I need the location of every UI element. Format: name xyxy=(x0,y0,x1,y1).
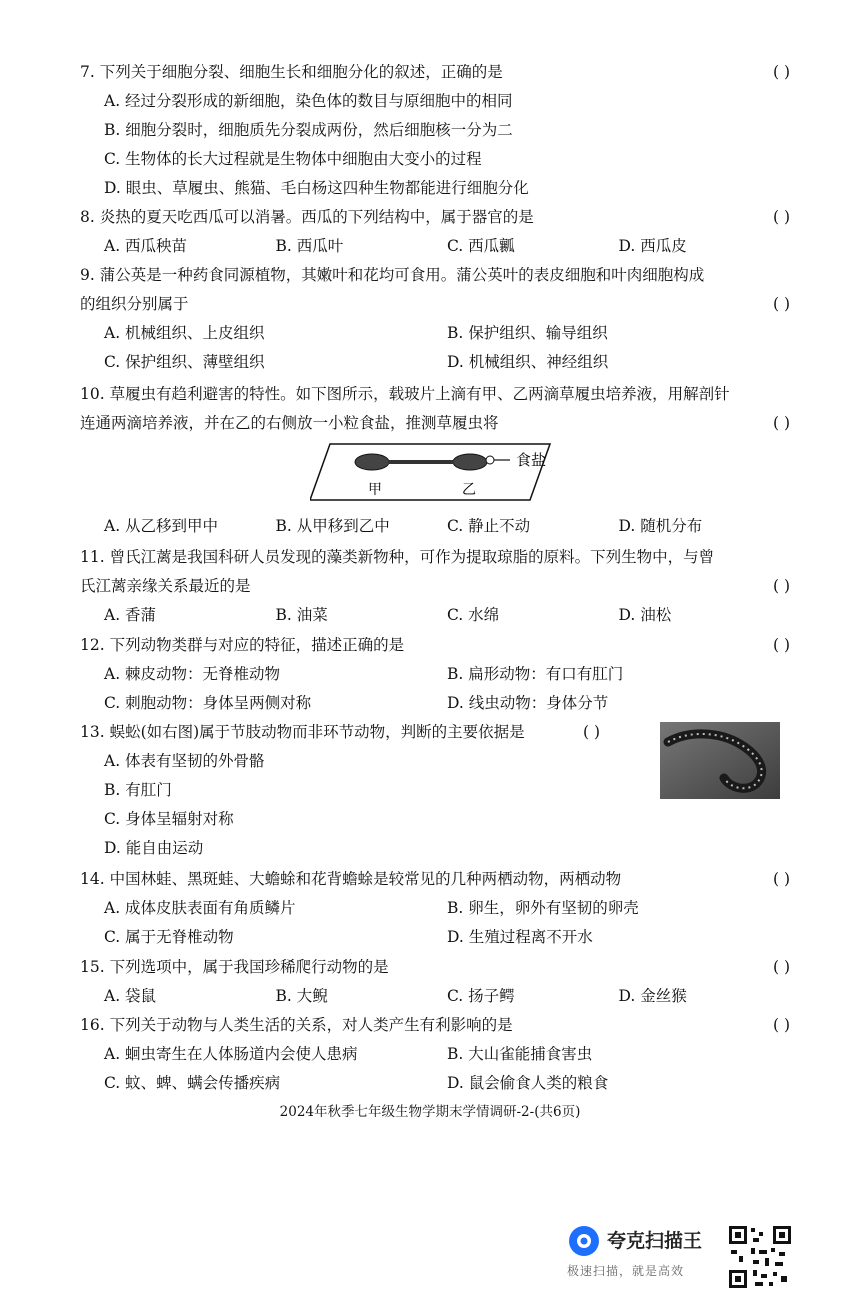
option-c: C. 身体呈辐射对称 xyxy=(104,810,234,828)
option-d: D. 眼虫、草履虫、熊猫、毛白杨这四种生物都能进行细胞分化 xyxy=(104,179,529,197)
drop-yi xyxy=(453,454,487,470)
question-stem: 16. 下列关于动物与人类生活的关系，对人类产生有利影响的是 xyxy=(80,1016,513,1034)
question-stem: 10. 草履虫有趋利避害的特性。如下图所示，载玻片上滴有甲、乙两滴草履虫培养液，用解剖针 xyxy=(80,385,730,403)
answer-bracket: ( ) xyxy=(772,208,790,226)
question-11 xyxy=(80,543,790,630)
option-c: C. 生物体的长大过程就是生物体中细胞由大变小的过程 xyxy=(104,150,482,168)
answer-bracket: ( ) xyxy=(772,870,790,888)
option-a: A. 棘皮动物：无脊椎动物 xyxy=(104,665,281,683)
scanner-watermark xyxy=(565,1222,805,1292)
option-b: B. 大山雀能捕食害虫 xyxy=(447,1045,593,1063)
question-8 xyxy=(80,203,790,261)
option-c: C. 蚊、蜱、螨会传播疾病 xyxy=(104,1074,281,1092)
drop-jia xyxy=(355,454,389,470)
question-10 xyxy=(80,380,790,438)
option-c: C. 西瓜瓤 xyxy=(447,237,515,255)
question-stem: 7. 下列关于细胞分裂、细胞生长和细胞分化的叙述，正确的是 xyxy=(80,63,503,81)
option-d: D. 西瓜皮 xyxy=(618,237,687,255)
option-c: C. 属于无脊椎动物 xyxy=(104,928,234,946)
answer-bracket: ( ) xyxy=(772,295,790,313)
option-a: A. 蛔虫寄生在人体肠道内会使人患病 xyxy=(104,1045,358,1063)
option-c: C. 扬子鳄 xyxy=(447,987,515,1005)
centipede-photo xyxy=(660,722,780,799)
option-a: A. 西瓜秧苗 xyxy=(104,237,188,255)
option-d: D. 能自由运动 xyxy=(104,839,204,857)
question-stem: 9. 蒲公英是一种药食同源植物，其嫩叶和花均可食用。蒲公英叶的表皮细胞和叶肉细胞构成 xyxy=(80,266,705,284)
option-b: B. 大鲵 xyxy=(275,987,328,1005)
option-c: C. 水绵 xyxy=(447,606,500,624)
option-d: D. 机械组织、神经组织 xyxy=(447,353,609,371)
option-b: B. 有肛门 xyxy=(104,781,172,799)
paramecium-slide-diagram xyxy=(310,440,610,504)
option-b: B. 保护组织、输导组织 xyxy=(447,324,608,342)
option-d: D. 随机分布 xyxy=(618,517,703,535)
option-d: D. 油松 xyxy=(618,606,672,624)
answer-bracket: ( ) xyxy=(772,577,790,595)
question-stem: 11. 曾氏江蓠是我国科研人员发现的藻类新物种，可作为提取琼脂的原料。下列生物中，与曾 xyxy=(80,548,715,566)
option-d: D. 鼠会偷食人类的粮食 xyxy=(447,1074,609,1092)
question-7 xyxy=(80,58,790,203)
qr-code-icon xyxy=(727,1224,793,1290)
question-stem: 14. 中国林蛙、黑斑蛙、大蟾蜍和花背蟾蜍是较常见的几种两栖动物，两栖动物 xyxy=(80,870,622,888)
option-a: A. 体表有坚韧的外骨骼 xyxy=(104,752,265,770)
connecting-channel xyxy=(388,460,454,464)
option-a: A. 袋鼠 xyxy=(104,987,157,1005)
option-a: A. 机械组织、上皮组织 xyxy=(104,324,265,342)
watermark-brand: 夸克扫描王 xyxy=(607,1230,703,1252)
option-a: A. 香蒲 xyxy=(104,606,157,624)
option-b: B. 从甲移到乙中 xyxy=(275,517,390,535)
question-14 xyxy=(80,865,790,952)
question-stem: 12. 下列动物类群与对应的特征，描述正确的是 xyxy=(80,636,405,654)
question-16 xyxy=(80,1011,790,1098)
answer-bracket: ( ) xyxy=(772,958,790,976)
option-a: A. 成体皮肤表面有角质鳞片 xyxy=(104,899,296,917)
question-stem-cont: 氏江蓠亲缘关系最近的是 xyxy=(80,577,251,595)
question-stem-cont: 的组织分别属于 xyxy=(80,295,189,313)
answer-bracket: ( ) xyxy=(772,63,790,81)
label-jia: 甲 xyxy=(368,482,382,498)
option-a: A. 从乙移到甲中 xyxy=(104,517,219,535)
option-b: B. 扁形动物：有口有肛门 xyxy=(447,665,624,683)
glass-slide xyxy=(310,444,550,500)
label-yi: 乙 xyxy=(462,482,476,498)
question-13 xyxy=(80,718,600,863)
answer-bracket: ( ) xyxy=(772,1016,790,1034)
option-d: D. 生殖过程离不开水 xyxy=(447,928,593,946)
question-15 xyxy=(80,953,790,1011)
option-b: B. 油菜 xyxy=(275,606,328,624)
answer-bracket: ( ) xyxy=(772,414,790,432)
option-b: B. 细胞分裂时，细胞质先分裂成两份，然后细胞核一分为二 xyxy=(104,121,513,139)
answer-bracket: ( ) xyxy=(582,723,600,741)
page-footer: 2024年秋季七年级生物学期末学情调研-2-(共6页) xyxy=(279,1104,581,1120)
label-salt: 食盐 xyxy=(516,451,547,469)
question-stem: 15. 下列选项中，属于我国珍稀爬行动物的是 xyxy=(80,958,389,976)
option-b: B. 卵生，卵外有坚韧的卵壳 xyxy=(447,899,639,917)
question-stem: 8. 炎热的夏天吃西瓜可以消暑。西瓜的下列结构中，属于器官的是 xyxy=(80,208,534,226)
option-b: B. 西瓜叶 xyxy=(275,237,344,255)
option-a: A. 经过分裂形成的新细胞，染色体的数目与原细胞中的相同 xyxy=(104,92,513,110)
option-d: D. 金丝猴 xyxy=(618,987,687,1005)
answer-bracket: ( ) xyxy=(772,636,790,654)
question-stem-cont: 连通两滴培养液，并在乙的右侧放一小粒食盐，推测草履虫将 xyxy=(80,414,499,432)
option-d: D. 线虫动物：身体分节 xyxy=(447,694,609,712)
question-stem: 13. 蜈蚣(如右图)属于节肢动物而非环节动物，判断的主要依据是 xyxy=(80,723,525,741)
option-c: C. 刺胞动物：身体呈两侧对称 xyxy=(104,694,312,712)
option-c: C. 保护组织、薄壁组织 xyxy=(104,353,265,371)
quark-logo-icon xyxy=(567,1224,601,1258)
option-c: C. 静止不动 xyxy=(447,517,531,535)
salt-grain xyxy=(486,456,494,464)
question-10-options xyxy=(80,512,790,541)
question-12 xyxy=(80,631,790,718)
question-9 xyxy=(80,261,790,377)
watermark-slogan: 极速扫描，就是高效 xyxy=(567,1264,685,1278)
